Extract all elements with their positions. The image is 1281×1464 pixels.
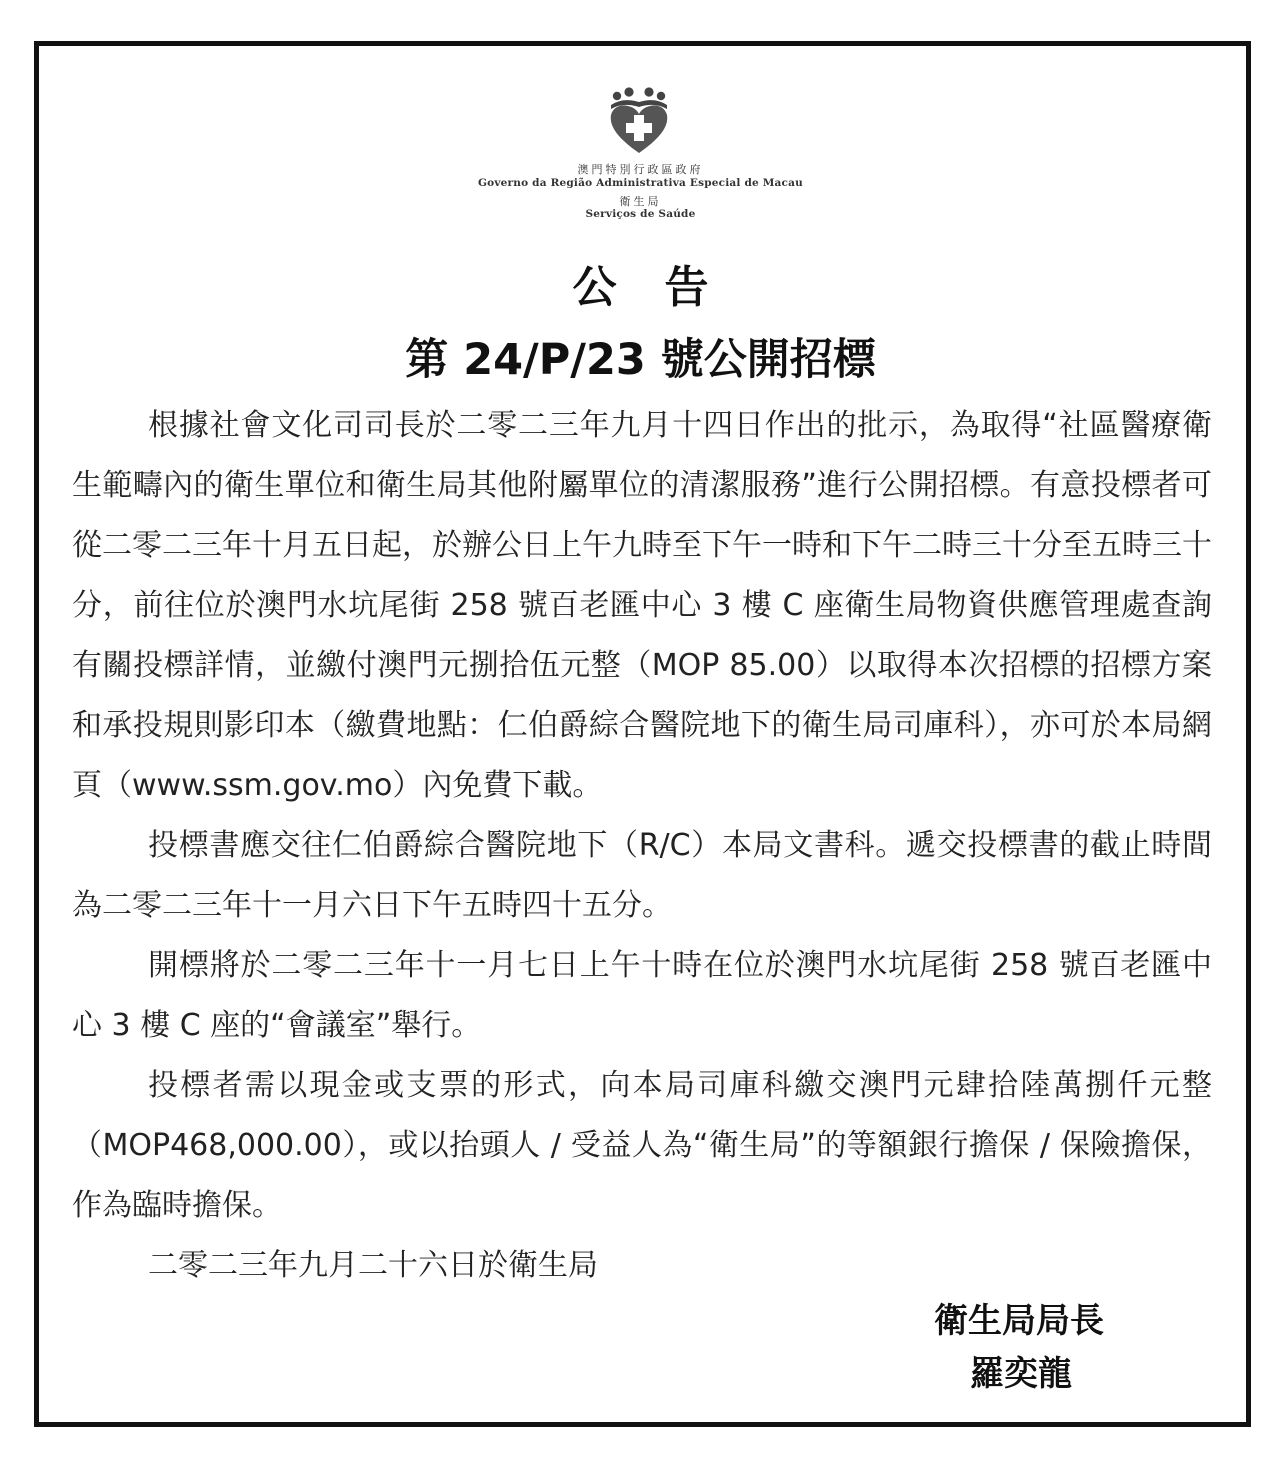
tender-number-title: 第 24/P/23 號公開招標 [405, 335, 876, 385]
notice-body [72, 396, 1212, 1296]
government-name-portuguese: Governo da Região Administrativa Especial de Macau [478, 177, 803, 189]
department-name-chinese: 衛生局 [619, 195, 662, 208]
notice-title: 公告 [572, 262, 757, 313]
government-name-chinese: 澳門特別行政區政府 [577, 163, 704, 176]
paragraph-opening-session: 開標將於二零二三年十一月七日上午十時在位於澳門水坑尾街 258 號百老匯中心 3 樓 C 座的“會議室”舉行。 [72, 948, 1212, 1043]
paragraph-provisional-guarantee: 投標者需以現金或支票的形式，向本局司庫科繳交澳門元肆拾陸萬捌仟元整（MOP468,000.00），或以抬頭人 / 受益人為“衛生局”的等額銀行擔保 / 保險擔保，作為臨時擔保。 [72, 1068, 1212, 1223]
signatory-name: 羅奕龍 [970, 1354, 1072, 1394]
department-name-portuguese: Serviços de Saúde [585, 208, 696, 220]
paragraph-tender-details: 根據社會文化司司長於二零二三年九月十四日作出的批示，為取得“社區醫療衛生範疇內的衛生單位和衛生局其他附屬單位的清潔服務”進行公開招標。有意投標者可從二零二三年十月五日起，於辦公日上午九時至下午一時和下午二時三十分至五時三十分，前往位於澳門水坑尾街 258 號百老匯中心 3 樓 C 座衛生局物資供應管理處查詢有關投標詳情，並繳付澳門元捌拾伍元整（MOP 85.00）以取得本次招標的招標方案和承投規則影印本（繳費地點：仁伯爵綜合醫院地下的衛生局司庫科），亦可於本局網頁（www.ssm.gov.mo）內免費下載。 [72, 408, 1212, 803]
signatory-title: 衛生局局長 [934, 1301, 1104, 1341]
health-services-emblem-icon [607, 87, 671, 157]
paragraph-submission-deadline: 投標書應交往仁伯爵綜合醫院地下（R/C）本局文書科。遞交投標書的截止時間為二零二三年十一月六日下午五時四十五分。 [72, 828, 1212, 923]
paragraph-date-place: 二零二三年九月二十六日於衛生局 [148, 1248, 598, 1283]
